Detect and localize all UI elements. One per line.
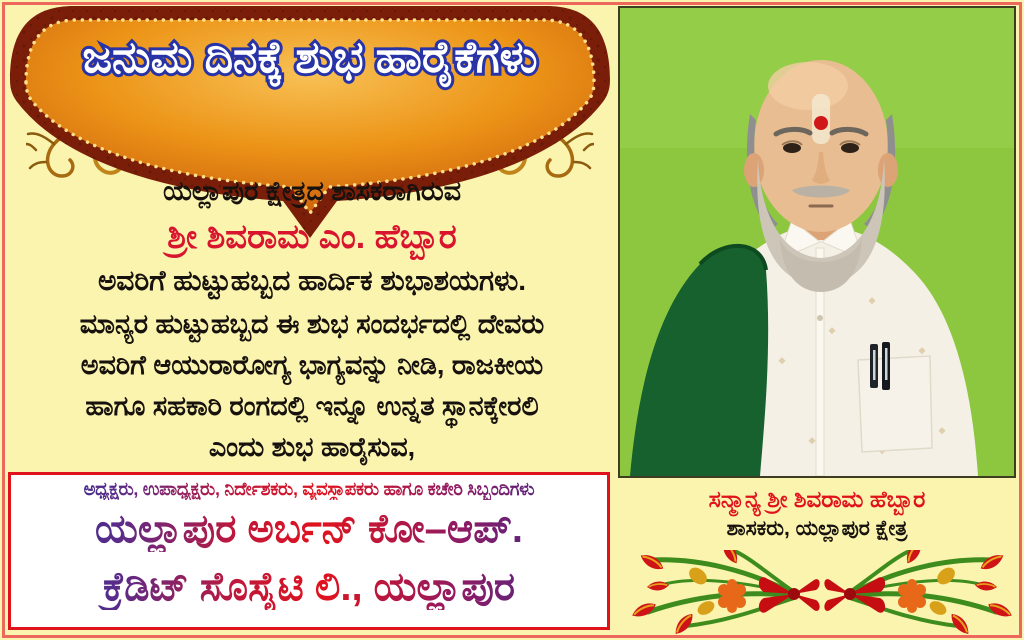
caption-name: ಸನ್ಮಾನ್ಯ ಶ್ರೀ ಶಿವರಾಮ ಹೆಬ್ಬಾರ	[708, 486, 926, 512]
organization-box	[8, 472, 610, 630]
greeting-message-line: ಹಾಗೂ ಸಹಕಾರಿ ರಂಗದಲ್ಲಿ ಇನ್ನೂ ಉನ್ನತ ಸ್ಥಾನಕ್ಕೇರಲಿ	[85, 391, 539, 421]
org-staff-line: ಅಧ್ಯಕ್ಷರು, ಉಪಾಧ್ಯಕ್ಷರು, ನಿರ್ದೇಶಕರು, ವ್ಯವಸ್ಥಾಪಕರು ಹಾಗೂ ಕಚೇರಿ ಸಿಬ್ಬಂದಿಗಳು	[11, 479, 607, 500]
greeting-message-line: ಮಾನ್ಯರ ಹುಟ್ಟುಹಬ್ಬದ ಈ ಶುಭ ಸಂದರ್ಭದಲ್ಲಿ ದೇವರು	[79, 309, 545, 339]
greeting-message-line: ಎಂದು ಶುಭ ಹಾರೈಸುವ,	[208, 432, 416, 462]
mla-name: ಶ್ರೀ ಶಿವರಾಮ ಎಂ. ಹೆಬ್ಬಾರ	[167, 218, 457, 256]
greeting-wish: ಅವರಿಗೆ ಹುಟ್ಟುಹಬ್ಬದ ಹಾರ್ದಿಕ ಶುಭಾಶಯಗಳು.	[97, 265, 527, 296]
poster-title-text: ಜನುಮ ದಿನಕ್ಕೆ ಶುಭ ಹಾರೈಕೆಗಳು	[82, 33, 538, 82]
flower-bouquet-icon	[628, 550, 1016, 634]
org-name-line-1: ಯಲ್ಲಾಪುರ ಅರ್ಬನ್ ಕೋ–ಆಪ್.	[11, 507, 607, 552]
photo-caption	[616, 486, 1018, 541]
portrait-graphic	[620, 8, 1014, 476]
greeting-text-block	[10, 0, 614, 472]
greeting-intro: ಯಲ್ಲಾಪುರ ಕ್ಷೇತ್ರದ ಶಾಸಕರಾಗಿರುವ	[162, 176, 462, 206]
org-name-line-2: ಕ್ರೆಡಿಟ್ ಸೊಸೈಟಿ ಲಿ., ಯಲ್ಲಾಪುರ	[11, 565, 607, 610]
greeting-message-line: ಅವರಿಗೆ ಆಯುರಾರೋಗ್ಯ ಭಾಗ್ಯವನ್ನು ನೀಡಿ, ರಾಜಕೀಯ	[80, 350, 544, 380]
caption-role: ಶಾಸಕರು, ಯಲ್ಲಾಪುರ ಕ್ಷೇತ್ರ	[726, 517, 908, 540]
mla-portrait-photo	[618, 6, 1016, 478]
